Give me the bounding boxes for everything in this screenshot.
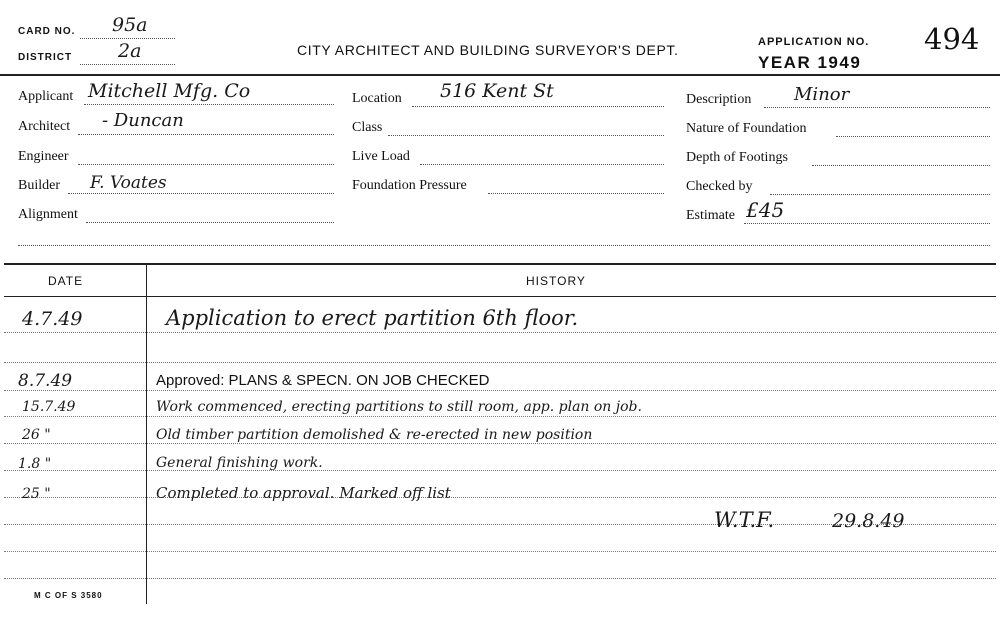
applicant-value: Mitchell Mfg. Co <box>88 80 251 102</box>
applicant-label: Applicant <box>18 89 74 104</box>
history-date: 8.7.49 <box>18 371 73 391</box>
history-rule <box>4 443 996 444</box>
description-value: Minor <box>794 84 850 105</box>
history-entry: General finishing work. <box>156 455 323 471</box>
history-entry: Approved: PLANS & SPECN. ON JOB CHECKED <box>156 372 490 389</box>
history-entry: Old timber partition demolished & re-erected in new position <box>156 427 593 443</box>
history-rule <box>4 551 996 552</box>
history-rule <box>4 470 996 471</box>
builder-value: F. Voates <box>90 173 167 193</box>
class-line <box>388 135 664 136</box>
history-rule <box>4 390 996 391</box>
application-no-label: APPLICATION NO. <box>758 36 870 48</box>
nature-of-foundation-label: Nature of Foundation <box>686 121 807 136</box>
inspector-signature: W.T.F. <box>714 508 775 532</box>
history-date: 25 " <box>22 486 51 502</box>
year-label: YEAR 1949 <box>758 53 862 72</box>
checked-by-line <box>770 194 990 195</box>
location-line <box>412 106 664 107</box>
district-label: DISTRICT <box>18 52 73 63</box>
architect-value: - Duncan <box>102 110 184 131</box>
estimate-line <box>744 223 990 224</box>
card-no-value: 95a <box>112 14 148 36</box>
header-rule <box>0 74 1000 76</box>
history-date: 4.7.49 <box>22 308 83 330</box>
description-line <box>764 107 990 108</box>
engineer-line <box>78 164 334 165</box>
fields-bottom-line <box>18 245 990 246</box>
class-label: Class <box>352 120 383 135</box>
history-rule <box>4 332 996 333</box>
builder-label: Builder <box>18 178 60 193</box>
history-entry: Work commenced, erecting partitions to still room, app. plan on job. <box>156 399 642 415</box>
nature-of-foundation-line <box>836 136 990 137</box>
live-load-label: Live Load <box>352 149 410 164</box>
history-rule <box>4 578 996 579</box>
district-value: 2a <box>118 40 142 62</box>
engineer-label: Engineer <box>18 149 69 164</box>
history-date: 26 " <box>22 427 51 443</box>
architect-line <box>78 134 334 135</box>
location-value: 516 Kent St <box>440 80 554 102</box>
history-top-rule <box>4 263 996 265</box>
form-code: M C OF S 3580 <box>34 591 103 600</box>
history-entry: Application to erect partition 6th floor. <box>166 306 579 330</box>
alignment-label: Alignment <box>18 207 78 222</box>
signature-date: 29.8.49 <box>832 510 905 532</box>
estimate-label: Estimate <box>686 208 735 223</box>
foundation-pressure-line <box>488 193 664 194</box>
depth-of-footings-label: Depth of Footings <box>686 150 788 165</box>
date-column-divider <box>146 264 147 604</box>
history-header: HISTORY <box>526 274 586 288</box>
live-load-line <box>420 164 664 165</box>
history-date: 15.7.49 <box>22 399 76 415</box>
history-header-rule <box>4 296 996 297</box>
applicant-line <box>84 104 334 105</box>
history-date: 1.8 " <box>18 456 52 472</box>
depth-of-footings-line <box>812 165 990 166</box>
history-rule <box>4 416 996 417</box>
architect-label: Architect <box>18 119 71 134</box>
application-no-value: 494 <box>924 22 980 56</box>
history-rule <box>4 497 996 498</box>
card-no-label: CARD NO. <box>18 26 76 37</box>
location-label: Location <box>352 91 402 106</box>
district-line <box>80 64 175 65</box>
alignment-line <box>86 222 334 223</box>
history-rule <box>4 362 996 363</box>
card-no-line <box>80 38 175 39</box>
builder-line <box>68 193 334 194</box>
department-title: CITY ARCHITECT AND BUILDING SURVEYOR'S DEPT. <box>297 42 679 58</box>
date-header: DATE <box>48 274 84 288</box>
description-label: Description <box>686 92 752 107</box>
foundation-pressure-label: Foundation Pressure <box>352 178 467 193</box>
history-entry: Completed to approval. Marked off list <box>156 484 451 502</box>
estimate-value: £45 <box>746 198 785 222</box>
checked-by-label: Checked by <box>686 179 753 194</box>
